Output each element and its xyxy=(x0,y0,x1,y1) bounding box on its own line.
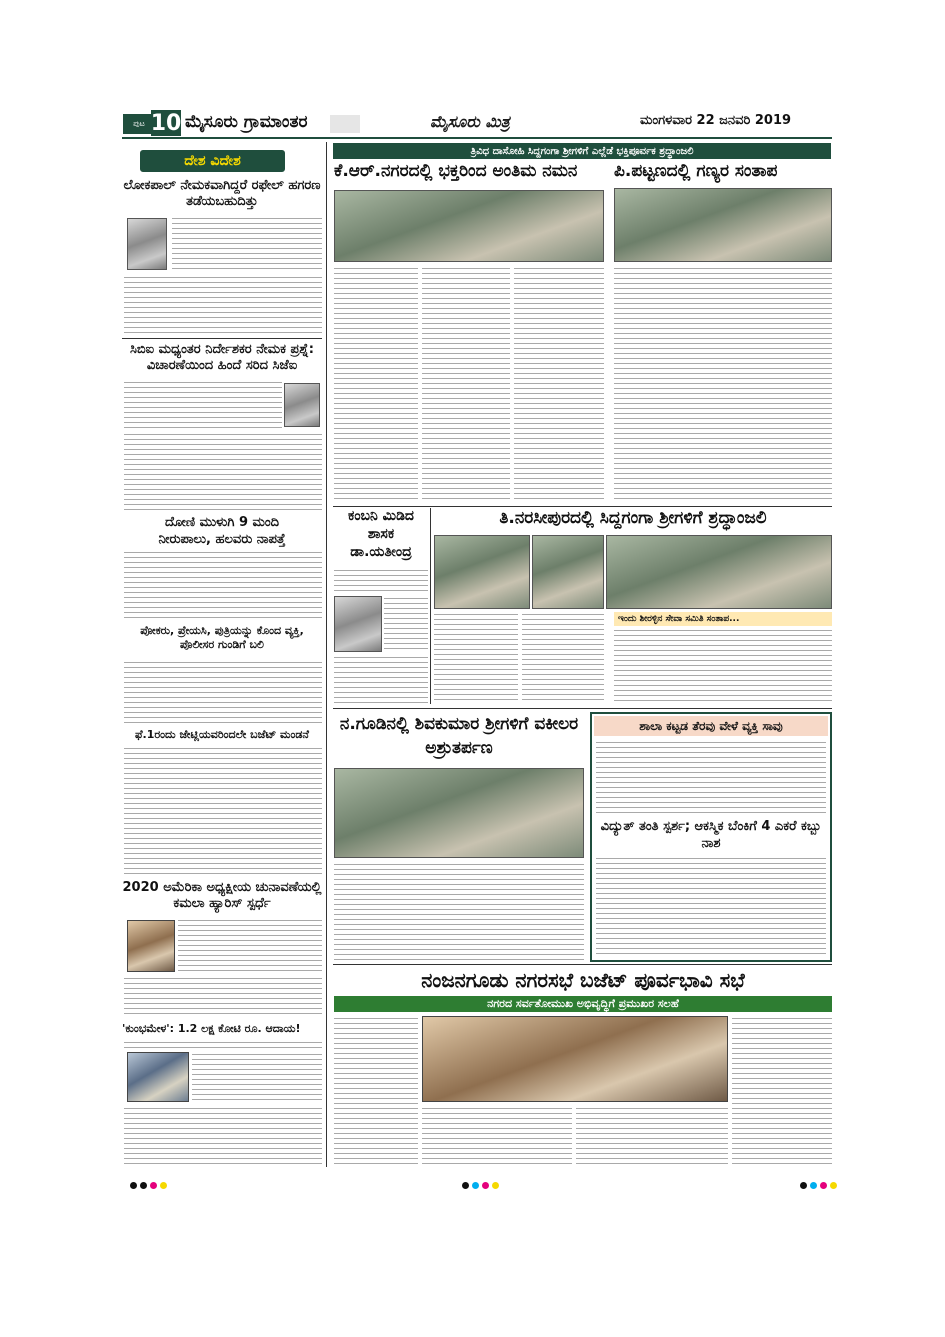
portrait-photo xyxy=(334,596,382,652)
article-body xyxy=(124,976,322,1018)
article-body xyxy=(434,612,518,704)
portrait-photo xyxy=(284,383,320,427)
ppattana-photo xyxy=(614,188,832,262)
registration-marks xyxy=(462,1174,502,1193)
article-body xyxy=(124,275,322,335)
article-headline: ಪೋಕರು, ಪ್ರೇಯಸಿ, ಪುತ್ರಿಯನ್ನು ಕೊಂದ ವ್ಯಕ್ತಿ, ಪೊಲೀಸರ ಗುಂಡಿಗೆ ಬಲಿ xyxy=(140,624,304,651)
article-body xyxy=(334,568,428,594)
registration-marks xyxy=(130,1174,170,1193)
article-body xyxy=(334,655,428,703)
article-body xyxy=(178,918,322,974)
article-body xyxy=(124,746,322,876)
article-headline: ನೀರುಪಾಲು, ಹಲವರು ನಾಪತ್ತೆ xyxy=(158,532,286,547)
article-body xyxy=(614,628,832,704)
article-body xyxy=(192,1052,322,1104)
article-body xyxy=(124,432,322,512)
article-body xyxy=(422,266,510,502)
ngudu-headline: ನ.ಗೂಡಿನಲ್ಲಿ ಶಿವಕುಮಾರ ಶ್ರೀಗಳಿಗೆ ವಕೀಲರ ಅಶ್ರುತರ್ಪಣ xyxy=(339,714,579,758)
article-body xyxy=(732,1016,832,1166)
divider xyxy=(333,964,832,965)
article-body xyxy=(334,862,584,960)
kumbh-photo xyxy=(127,1052,189,1102)
divider xyxy=(122,338,322,339)
header-rule xyxy=(122,137,832,139)
tnarasipura-headline: ತಿ.ನರಸೀಪುರದಲ್ಲಿ ಸಿದ್ದಗಂಗಾ ಶ್ರೀಗಳಿಗೆ ಶ್ರದ್ಧಾಂಜಲಿ xyxy=(499,508,767,528)
article-headline: 'ಕುಂಭಮೇಳ': 1.2 ಲಕ್ಷ ಕೋಟಿ ರೂ. ಆದಾಯ! xyxy=(122,1022,301,1035)
article-body xyxy=(172,216,322,272)
portrait-photo xyxy=(127,920,175,972)
article-body xyxy=(384,596,428,652)
section-title: ಮೈಸೂರು ಗ್ರಾಮಾಂತರ xyxy=(185,112,308,132)
article-headline: ಸಿಬಿಐ ಮಧ್ಯಂತರ ನಿರ್ದೇಶಕರ ನೇಮಕ ಪ್ರಶ್ನೆ: ವಿಚಾರಣೆಯಿಂದ ಹಿಂದೆ ಸರಿದ ಸಿಜೆಐ xyxy=(130,342,314,373)
article-body xyxy=(124,660,322,724)
krnagar-headline: ಕೆ.ಆರ್.ನಗರದಲ್ಲಿ ಭಕ್ತರಿಂದ ಅಂತಿಮ ನಮನ xyxy=(334,161,578,181)
column-divider xyxy=(326,142,327,1167)
article-body xyxy=(124,1040,322,1050)
box-headline: ಶಾಲಾ ಕಟ್ಟಡ ತೆರವು ವೇಳೆ ವ್ಯಕ್ತಿ ಸಾವು xyxy=(594,716,828,736)
divider xyxy=(333,506,832,507)
tnarasipura-photo xyxy=(532,535,604,609)
divider xyxy=(430,508,431,704)
issue-date: ಮಂಗಳವಾರ 22 ಜನವರಿ 2019 xyxy=(640,113,792,128)
article-body xyxy=(614,266,832,502)
side-headline: ಶಾಸಕ xyxy=(367,526,395,542)
article-body xyxy=(522,612,604,704)
nanjangud-subhead: ನಗರದ ಸರ್ವತೋಮುಖ ಅಭಿವೃದ್ಧಿಗೆ ಪ್ರಮುಖರ ಸಲಹೆ xyxy=(334,996,832,1012)
desha-videsha-banner: ದೇಶ ವಿದೇಶ xyxy=(140,150,285,172)
article-headline: 2020 ಅಮೆರಿಕಾ ಅಧ್ಯಕ್ಷೀಯ ಚುನಾವಣೆಯಲ್ಲಿ ಕಮಲಾ ಹ್ಯಾರಿಸ್ ಸ್ಪರ್ಧೆ xyxy=(122,880,322,911)
article-body xyxy=(334,266,418,502)
article-headline: ಫೆ.1ರಂದು ಜೇಟ್ಲಿಯವರಿಂದಲೇ ಬಜೆಟ್ ಮಂಡನೆ xyxy=(135,728,309,741)
portrait-photo xyxy=(127,218,167,270)
article-body xyxy=(596,740,826,816)
side-headline: ಡಾ.ಯತೀಂದ್ರ xyxy=(350,544,412,560)
header-bar xyxy=(330,115,360,133)
article-body xyxy=(596,856,826,958)
page-number: 10 xyxy=(150,110,182,136)
article-headline: ದೋಣಿ ಮುಳುಗಿ 9 ಮಂದಿ xyxy=(164,515,280,530)
side-headline: ಕಂಬನಿ ಮಿಡಿದ xyxy=(348,508,414,524)
article-body xyxy=(576,1106,728,1166)
ngudu-photo xyxy=(334,768,584,858)
page-label: ಪುಟ xyxy=(123,114,155,134)
tnarasipura-photo xyxy=(434,535,530,609)
article-body xyxy=(334,1016,418,1166)
krnagar-photo xyxy=(334,190,604,262)
meeting-photo xyxy=(422,1016,728,1102)
nanjangud-headline: ನಂಜನಗೂಡು ನಗರಸಭೆ ಬಜೆಟ್ ಪೂರ್ವಭಾವಿ ಸಭೆ xyxy=(421,968,745,992)
article-body xyxy=(124,1106,322,1166)
article-body xyxy=(422,1106,572,1166)
article-body xyxy=(514,266,604,502)
tribute-strip: ತ್ರಿವಿಧ ದಾಸೋಹಿ ಸಿದ್ದಗಂಗಾ ಶ್ರೀಗಳಿಗೆ ಎಲ್ಲೆಡೆ ಭಕ್ತಿಪೂರ್ವಕ ಶ್ರದ್ಧಾಂಜಲಿ xyxy=(333,143,831,159)
article-headline: ಲೋಕಪಾಲ್ ನೇಮಕವಾಗಿದ್ದರೆ ರಫೇಲ್ ಹಗರಣ ತಡೆಯಬಹುದಿತ್ತು xyxy=(123,178,321,209)
tnarasipura-photo xyxy=(606,535,832,609)
article-body xyxy=(124,550,322,620)
divider xyxy=(333,708,832,709)
ppattana-headline: ಪಿ.ಪಟ್ಟಣದಲ್ಲಿ ಗಣ್ಯರ ಸಂತಾಪ xyxy=(614,161,778,181)
article-body xyxy=(124,380,282,430)
box-headline: ವಿದ್ಯುತ್ ತಂತಿ ಸ್ಪರ್ಶ; ಆಕಸ್ಮಿಕ ಬೆಂಕಿಗೆ 4 ಎಕರೆ ಕಬ್ಬು ನಾಶ xyxy=(600,819,822,851)
masthead: ಮೈಸೂರು ಮಿತ್ರ xyxy=(430,112,510,131)
registration-marks xyxy=(800,1174,840,1193)
photo-caption: ಇಂದು ಶೀರಳ್ಳಿನ ಸೇವಾ ಸಮಿತಿ ಸಂತಾಪ... xyxy=(614,612,832,626)
